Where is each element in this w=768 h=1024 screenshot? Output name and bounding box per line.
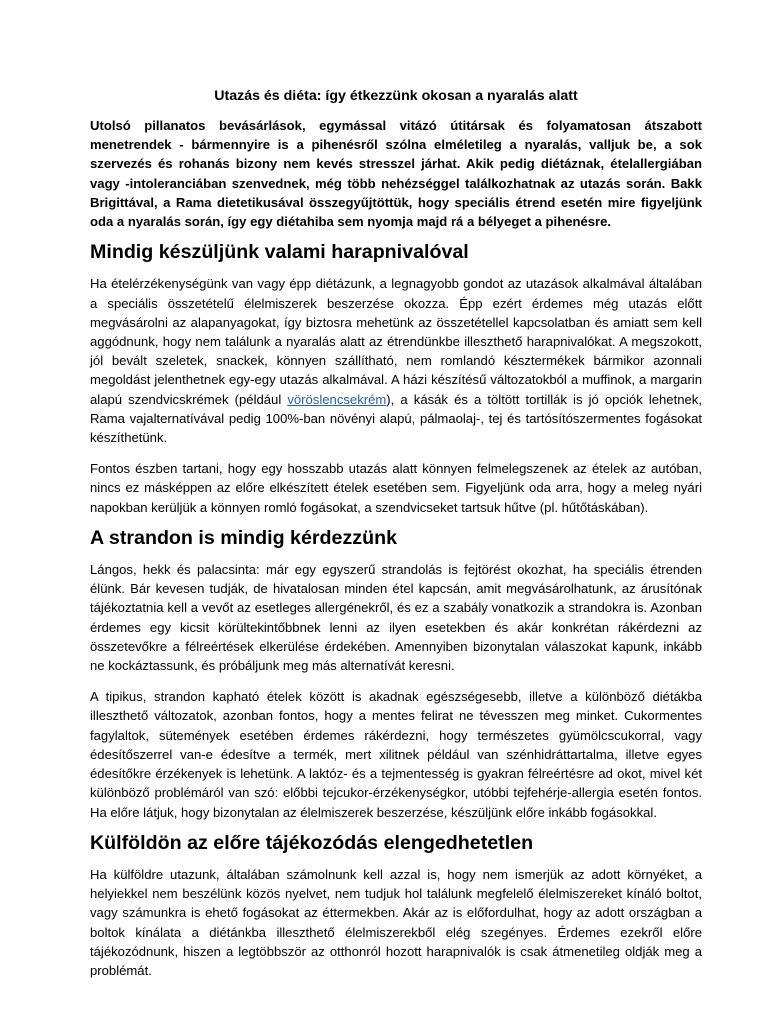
document-title: Utazás és diéta: így étkezzünk okosan a nyaralás alatt [214,88,578,104]
document-page [90,86,702,992]
lentil-spread-link[interactable]: vöröslencsekrém [287,391,387,407]
paragraph-beach-2: A tipikus, strandon kapható ételek között is akadnak egészségesebb, illetve a különböző diétákba illeszthető változatok, azonban fontos, hogy a mentes felirat ne tévesszen meg minket. Cukormentes fagylaltok, sütemények esetében érdemes rákérdezni, hogy természetes gyümölcscukorral, vagy édesítőszerrel van-e édesítve a termék, mert xilitnek például van szénhidráttartalma, illetve egyes édesítőkre érzékenyek is lehetünk. A laktóz- és a tejmentesség is gyakran félreértésre ad okot, mivel két különböző problémáról van szó: előbbi tejcukor-érzékenységkor, utóbbi tejfehérje-allergia esetén fontos. Ha előre látjuk, hogy bizonytalan az élelmiszerek beszerzése, készüljünk előre inkább fogásokkal. [90,689,702,820]
paragraph-text: Ha ételérzékenységünk van vagy épp diétázunk, a legnagyobb gondot az utazások alkalmával általában a speciális összetételű élelmiszerek beszerzése okozza. Épp ezért érdemes még utazás előtt megvásárolni az alapanyagokat, így biztosra mehetünk az összetétellel kapcsolatban és amiatt sem kell aggódnunk, hogy nem találunk a nyaralás alatt az étrendünkbe illeszthető harapnivalókat. A megszokott, jól bevált szeletek, snackek, könnyen szállítható, nem romlandó késztermékek bármikor azonnali megoldást jelenthetnek egy-egy utazás alkalmával. A házi készítésű változatokból a muffinok, a margarin alapú szendvicskrémek (például [90,276,702,407]
paragraph-snacks-1 [90,274,702,447]
section-heading-beach: A strandon is mindig kérdezzünk [90,526,398,549]
paragraph-text: ), a kásák és a töltött tortillák is jó opciók lehetnek, Rama vajalternatívával pedig 100%-ban növényi alapú, pálmaolaj-, tej és tartósítószermentes fogásokat készíthetünk. [90,391,702,446]
lead-paragraph: Utolsó pillanatos bevásárlások, egymással vitázó útitársak és folyamatosan átszabott menetrendek - bármennyire is a pihenésről szólna elméletileg a nyaralás, valljuk be, a sok szervezés és rohanás bizony nem kevés stresszel járhat. Akik pedig diétáznak, ételallergiában vagy -intoleranciában szenvednek, még több nehézséggel találkozhatnak az utazás során. Bakk Brigittával, a Rama dietetikusával összegyűjtöttük, hogy speciális étrend esetén mire figyeljünk oda a nyaralás során, így egy diétahiba sem nyomja majd rá a bélyeget a pihenésre. [90,118,702,230]
paragraph-beach-1: Lángos, hekk és palacsinta: már egy egyszerű strandolás is fejtörést okozhat, ha speciális étrenden élünk. Bár kevesen tudják, de hivatalosan minden étel kapcsán, amit megvásárolhatunk, az árusítónak tájékoztatnia kell a vevőt az esetleges allergénekről, és ez a szabály vonatkozik a strandokra is. Azonban érdemes egy kicsit körültekintőbbnek lenni az ilyen esetekben és akár konkrétan rákérdezni az összetevőkre a félreértések elkerülése érdekében. Amennyiben bizonytalan válaszokat kapunk, inkább ne kockáztassunk, és próbáljunk meg más alternatívát keresni. [90,562,702,674]
paragraph-abroad-1: Ha külföldre utazunk, általában számolnunk kell azzal is, hogy nem ismerjük az adott környéket, a helyiekkel nem beszélünk közös nyelvet, nem tudjuk hol találunk megfelelő élelmiszereket kínáló boltot, vagy számunkra is ehető fogásokat az éttermekben. Akár az is előfordulhat, hogy az adott országban a boltok kínálata a diétánkba illeszthető élelmiszerekből elég szegényes. Érdemes ezekről előre tájékozódnunk, hiszen a legtöbbször az otthonról hozott harapnivalók is csak átmenetileg oldják meg a problémát. [90,866,702,978]
section-heading-abroad: Külföldön az előre tájékozódás elengedhetetlen [90,831,534,854]
section-heading-snacks: Mindig készüljünk valami harapnivalóval [90,241,469,264]
paragraph-snacks-2: Fontos észben tartani, hogy egy hosszabb utazás alatt könnyen felmelegszenek az ételek az autóban, nincs ez másképpen az előre elkészített ételek esetében sem. Figyeljünk oda arra, hogy a meleg nyári napokban kerüljük a könnyen romló fogásokat, a szendvicseket tartsuk hűtve (pl. hűtőtáskában). [90,461,702,515]
